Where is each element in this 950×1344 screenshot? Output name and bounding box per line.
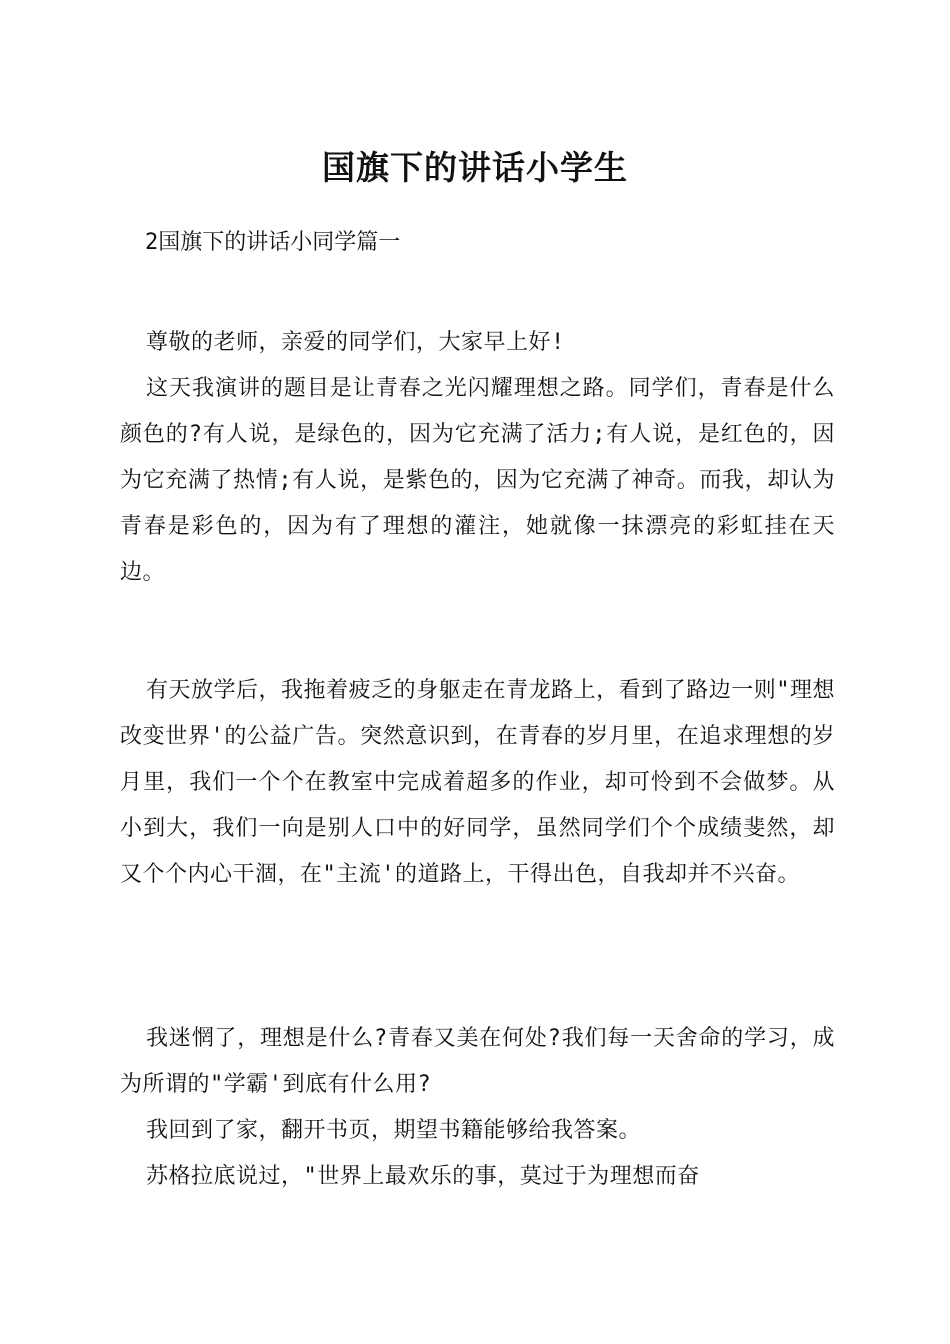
document-title: 国旗下的讲话小学生 <box>322 148 628 187</box>
paragraph-went-home: 我回到了家，翻开书页，期望书籍能够给我答案。 <box>146 1118 642 1143</box>
paragraph-youth-color: 这天我演讲的题目是让青春之光闪耀理想之路。同学们，青春是什么颜色的?有人说，是绿色的，因为它充满了活力;有人说，是红色的，因为它充满了热情;有人说，是紫色的，因为它充满了神奇。而我，却认为青春是彩色的，因为有了理想的灌注，她就像一抹漂亮的彩虹挂在天边。 <box>120 376 835 585</box>
paragraph-socrates: 苏格拉底说过，"世界上最欢乐的事，莫过于为理想而奋 <box>146 1164 700 1189</box>
paragraph-confused: 我迷惘了，理想是什么?青春又美在何处?我们每一天舍命的学习，成为所谓的"学霸'到底有什么用? <box>120 1026 835 1097</box>
document-subtitle: 2国旗下的讲话小同学篇一 <box>145 230 401 255</box>
paragraph-after-school: 有天放学后，我拖着疲乏的身躯走在青龙路上，看到了路边一则"理想改变世界'的公益广告。突然意识到，在青春的岁月里，在追求理想的岁月里，我们一个个在教室中完成着超多的作业，却可怜到不会做梦。从小到大，我们一向是别人口中的好同学，虽然同学们个个成绩斐然，却又个个内心干涸，在"主流'的道路上，干得出色，自我却并不兴奋。 <box>120 678 835 887</box>
paragraph-greeting: 尊敬的老师，亲爱的同学们，大家早上好! <box>146 330 565 355</box>
